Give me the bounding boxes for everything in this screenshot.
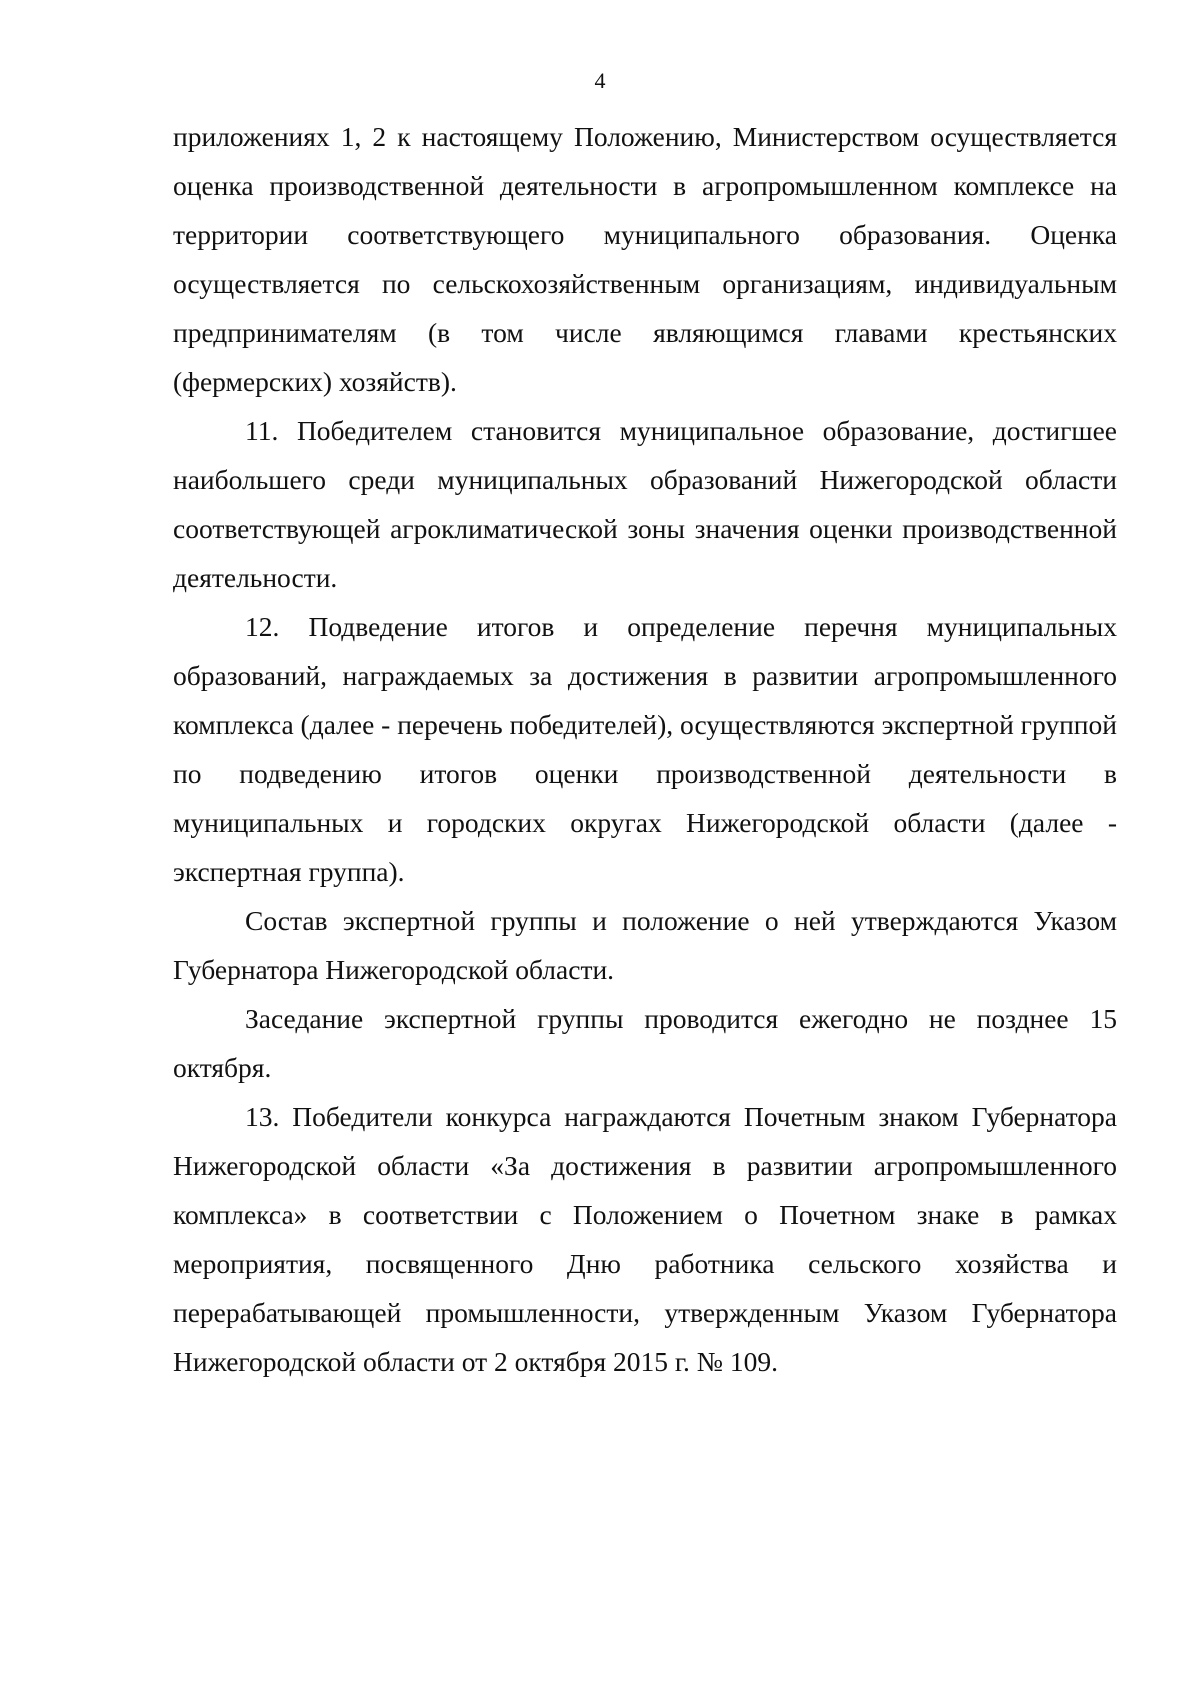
paragraph-expert-group-meeting: Заседание экспертной группы проводится ежегодно не позднее 15 октября. bbox=[173, 1003, 1117, 1083]
paragraph-item-11: 11. Победителем становится муниципальное образование, достигшее наибольшего среди муниципальных образований Нижегородской области соответствующей агроклиматической зоны значения оценки производственной деятельности. bbox=[173, 415, 1117, 593]
paragraph-item-13: 13. Победители конкурса награждаются Почетным знаком Губернатора Нижегородской области «За достижения в развитии агропромышленного комплекса» в соответствии с Положением о Почетном знаке в рамках мероприятия, посвященного Дню работника сельского хозяйства и перерабатывающей промышленности, утвержденным Указом Губернатора Нижегородской области от 2 октября 2015 г. № 109. bbox=[173, 1101, 1117, 1377]
page-number: 4 bbox=[594, 68, 606, 93]
document-body bbox=[173, 112, 1117, 1386]
paragraph-expert-group-composition: Состав экспертной группы и положение о ней утверждаются Указом Губернатора Нижегородской области. bbox=[173, 905, 1117, 985]
paragraph-intro-continuation: приложениях 1, 2 к настоящему Положению, Министерством осуществляется оценка производственной деятельности в агропромышленном комплексе на территории соответствующего муниципального образования. Оценка осуществляется по сельскохозяйственным организациям, индивидуальным предпринимателям (в том числе являющимся главами крестьянских (фермерских) хозяйств). bbox=[173, 121, 1117, 397]
paragraph-item-12: 12. Подведение итогов и определение перечня муниципальных образований, награждаемых за достижения в развитии агропромышленного комплекса (далее - перечень победителей), осуществляются экспертной группой по подведению итогов оценки производственной деятельности в муниципальных и городских округах Нижегородской области (далее - экспертная группа). bbox=[173, 611, 1117, 887]
